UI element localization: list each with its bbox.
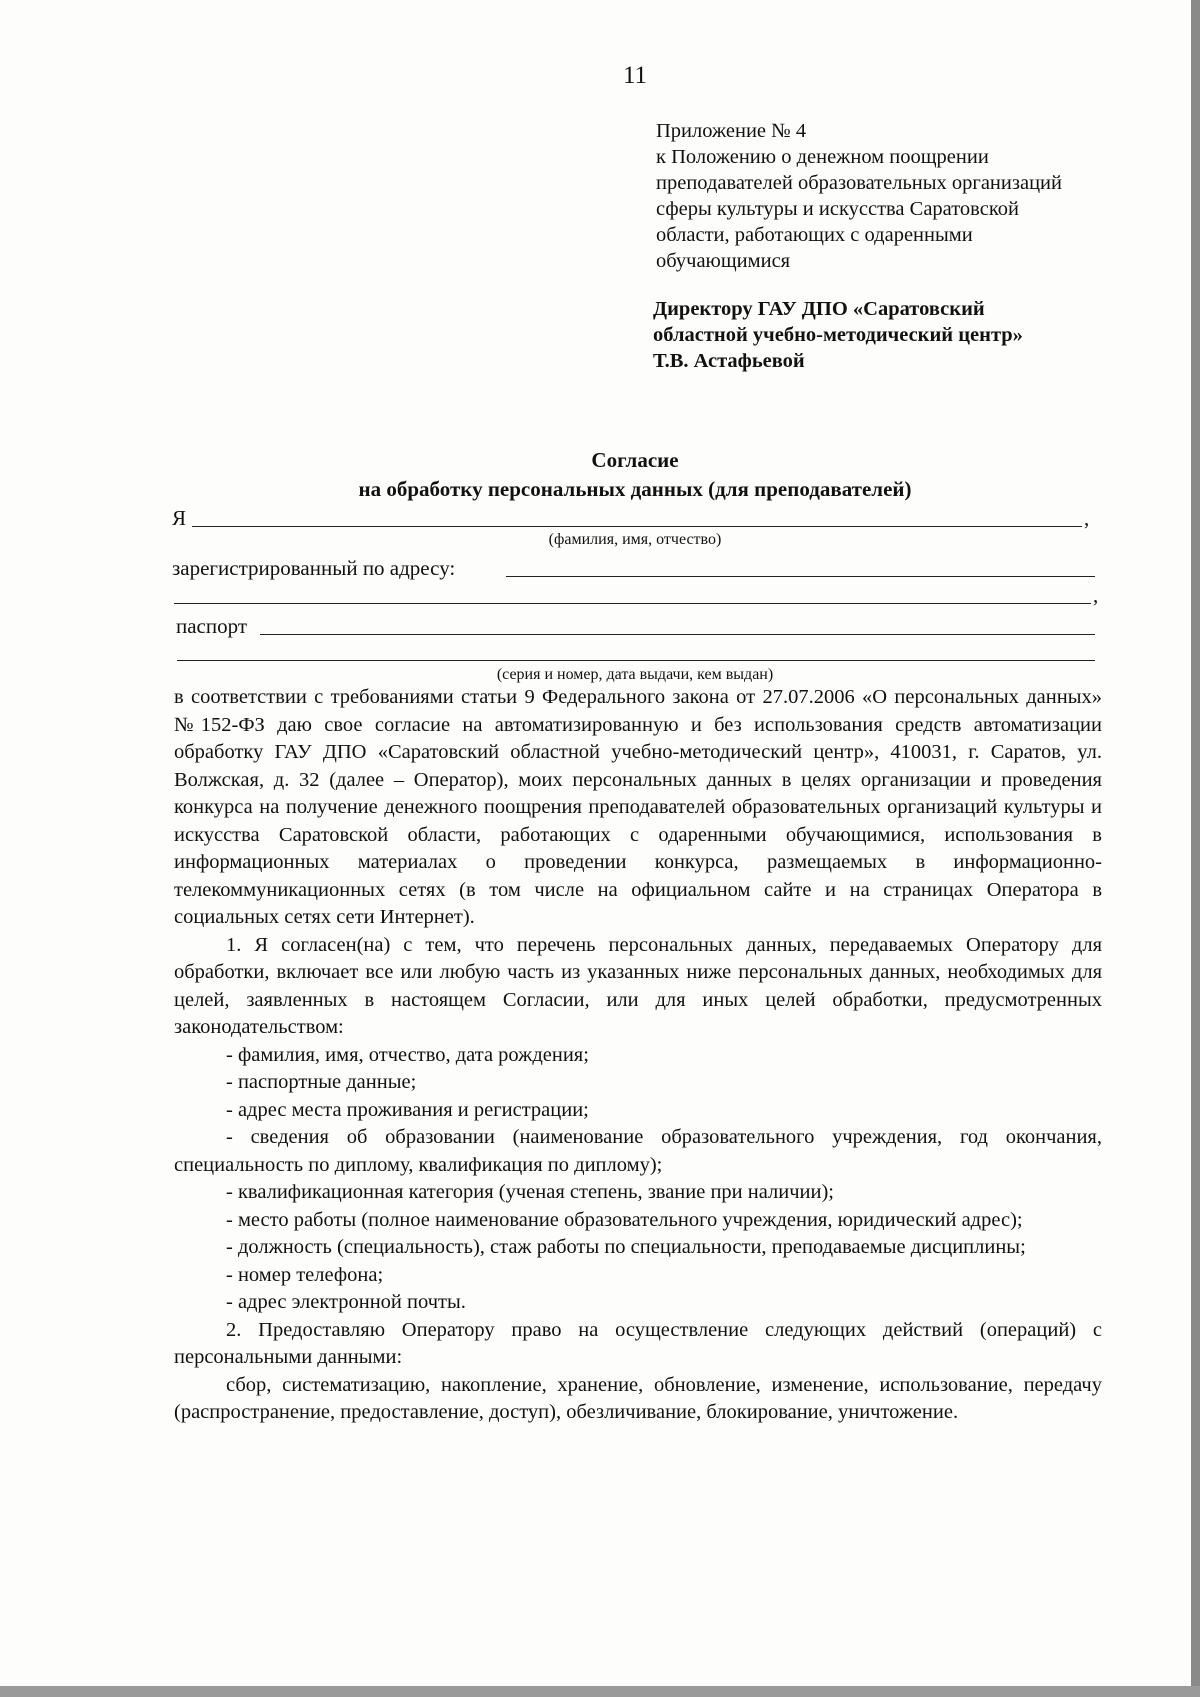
name-label: Я — [172, 506, 187, 530]
addressee-line: Директору ГАУ ДПО «Саратовский — [653, 298, 985, 320]
appendix-line: преподавателей образовательных организаций — [656, 172, 1062, 194]
address-label: зарегистрированный по адресу: — [172, 556, 456, 580]
actions-paragraph: сбор, систематизацию, накопление, хранение, обновление, изменение, использование, передачу (распространение, предоставление, доступ), обезличивание, блокирование, уничтожение. — [174, 1373, 1102, 1423]
addressee-block — [653, 296, 1123, 374]
address-blank-line-2[interactable] — [174, 603, 1091, 604]
data-item: - должность (специальность), стаж работы по специальности, преподаваемые дисциплины; — [226, 1236, 1026, 1258]
data-item: - адрес электронной почты. — [226, 1291, 466, 1313]
data-item: - номер телефона; — [226, 1263, 384, 1286]
data-item: - квалификационная категория (ученая степень, звание при наличии); — [226, 1181, 835, 1203]
name-caption: (фамилия, имя, отчество) — [548, 531, 722, 548]
passport-caption: (серия и номер, дата выдачи, кем выдан) — [496, 666, 774, 683]
appendix-line: сферы культуры и искусства Саратовской — [656, 198, 1019, 220]
data-item: - адрес места проживания и регистрации; — [226, 1098, 589, 1121]
name-trailing-comma: , — [1084, 506, 1090, 530]
clause-2-paragraph: 2. Предоставляю Оператору право на осуществление следующих действий (операций) с персональными данными: — [174, 1318, 1102, 1368]
passport-blank-line[interactable] — [260, 634, 1095, 635]
name-blank-line[interactable] — [192, 526, 1082, 527]
scan-edge-bottom — [0, 1686, 1200, 1697]
data-item: - паспортные данные; — [226, 1071, 417, 1093]
passport-blank-line-2[interactable] — [177, 660, 1095, 661]
title-line-1: Согласие — [591, 448, 679, 472]
address-trailing-comma: , — [1093, 583, 1099, 607]
page-number: 11 — [622, 62, 648, 89]
addressee-line: Т.В. Астафьевой — [653, 350, 805, 372]
appendix-line: области, работающих с одаренными — [656, 224, 973, 246]
passport-label: паспорт — [176, 614, 248, 638]
appendix-line: Приложение № 4 — [656, 120, 807, 142]
clause-1-paragraph: 1. Я согласен(на) с тем, что перечень персональных данных, передаваемых Оператору для обработки, включает все или любую часть из указанных ниже персональных данных, необходимых для целей, заявленных в настоящем Согласии, или для иных целей обработки, предусмотренных законодательством: — [174, 933, 1102, 1038]
consent-intro-paragraph: в соответствии с требованиями статьи 9 Федерального закона от 27.07.2006 «О персональных данных» №152-ФЗ даю свое согласие на автоматизированную и без использования средств автоматизации обработку ГАУ ДПО «Саратовский областной учебно-методический центр», 410031, г. Саратов, ул. Волжская, д. 32 (далее – Оператор), моих персональных данных в целях организации и проведения конкурса на получение денежного поощрения преподавателей образовательных организаций культуры и искусства Саратовской области, работающих с одаренными обучающимися, использования в информационных материалах о проведении конкурса, размещаемых в информационно-телекоммуникационных сетях (в том числе на официальном сайте и на страницах Оператора в социальных сетях сети Интернет). — [174, 686, 1102, 928]
address-blank-line[interactable] — [506, 576, 1095, 577]
data-item: - сведения об образовании (наименование образовательного учреждения, год окончания, специальность по диплому, квалификация по диплому); — [174, 1126, 1102, 1176]
appendix-line: обучающимися — [656, 250, 791, 272]
consent-body — [174, 684, 1102, 1427]
data-item: - место работы (полное наименование образовательного учреждения, юридический адрес); — [226, 1208, 1023, 1231]
addressee-line: областной учебно-методический центр» — [653, 324, 1023, 346]
document-title — [170, 446, 1100, 504]
appendix-line: к Положению о денежном поощрении — [656, 146, 989, 168]
title-line-2: на обработку персональных данных (для преподавателей) — [358, 477, 912, 501]
data-item: - фамилия, имя, отчество, дата рождения; — [226, 1043, 589, 1066]
appendix-reference — [656, 118, 1106, 274]
scan-edge-right — [1191, 0, 1200, 1690]
